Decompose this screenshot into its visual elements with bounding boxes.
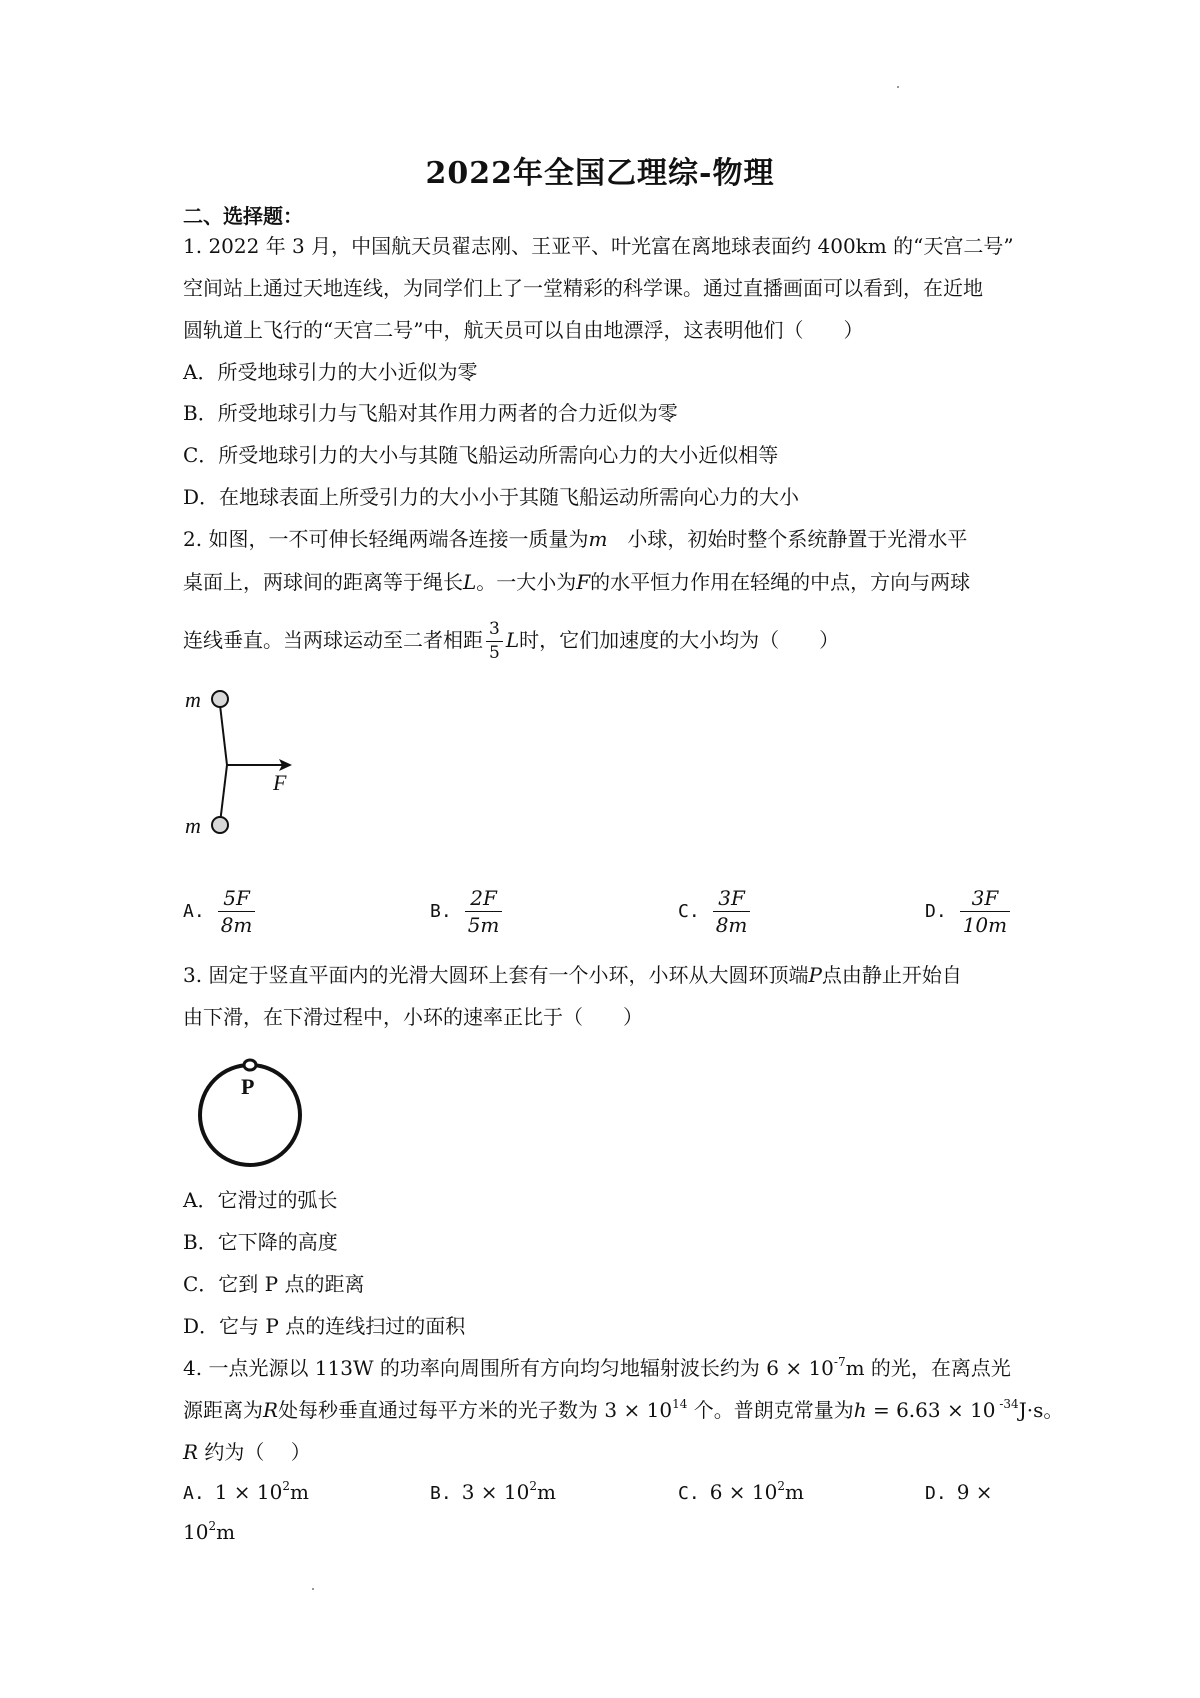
- q4-text: J·s。: [1018, 1398, 1064, 1422]
- option-letter: D.: [925, 901, 947, 922]
- point-symbol: P: [808, 963, 822, 987]
- q4-text: 个。普朗克常量为: [687, 1398, 854, 1422]
- exponent: 14: [672, 1397, 688, 1411]
- exponent: 2: [529, 1479, 537, 1493]
- option-value: 1 × 10: [214, 1480, 283, 1504]
- q2-text: 小球，初始时整个系统静置于光滑水平: [607, 527, 968, 551]
- q4-text: 约为（ ）: [198, 1440, 311, 1464]
- fraction-denominator: 8m: [220, 913, 253, 937]
- fraction-denominator: 5m: [467, 913, 500, 937]
- q2-text: 2. 如图，一不可伸长轻绳两端各连接一质量为: [183, 527, 589, 551]
- option-unit: m: [536, 1480, 556, 1504]
- q3-line-1: [183, 961, 962, 989]
- q2-option-a: [183, 888, 258, 935]
- option-letter: B.: [430, 901, 452, 922]
- q1-line-2: 空间站上通过天地连线，为同学们上了一堂精彩的科学课。通过直播画面可以看到，在近地: [183, 276, 983, 300]
- fraction-denominator: 8m: [715, 913, 748, 937]
- length-symbol: L: [505, 628, 520, 652]
- q2-text: 桌面上，两球间的距离等于绳长: [183, 570, 463, 594]
- option-fraction: [960, 888, 1010, 935]
- q2-line-2: [183, 568, 970, 596]
- exponent: -34: [995, 1397, 1019, 1411]
- q4-option-a: [183, 1480, 309, 1504]
- exponent: 2: [282, 1479, 290, 1493]
- q3-text: 点由静止开始自: [821, 963, 962, 987]
- option-fraction: [713, 888, 751, 935]
- q3-option-d: D．它与 P 点的连线扫过的面积: [183, 1314, 466, 1338]
- ball-bottom: [212, 817, 228, 833]
- option-value: 10: [183, 1520, 209, 1544]
- planck-symbol: h: [853, 1398, 867, 1422]
- q4-line-2: [183, 1396, 1063, 1424]
- option-letter: D.: [925, 1483, 947, 1504]
- fraction-three-fifths: [486, 621, 503, 662]
- q4-option-b: [430, 1480, 556, 1504]
- q2-text: 的水平恒力作用在轻绳的中点，方向与两球: [590, 570, 971, 594]
- option-unit: m: [784, 1480, 804, 1504]
- option-letter: C.: [678, 901, 700, 922]
- option-letter: A.: [183, 1483, 205, 1504]
- q4-text: 4. 一点光源以 113W 的功率向周围所有方向均匀地辐射波长约为 6 × 10: [183, 1356, 834, 1380]
- label-F: F: [273, 770, 287, 795]
- fraction-numerator: 3F: [960, 888, 1010, 912]
- fraction-numerator: 3F: [713, 888, 751, 912]
- ball-top: [212, 691, 228, 707]
- q4-option-d: [925, 1480, 993, 1504]
- fraction-denominator: 5: [489, 643, 500, 663]
- option-letter: B.: [430, 1483, 452, 1504]
- rope-balls-figure: [180, 685, 320, 835]
- distance-symbol: R: [263, 1398, 279, 1422]
- q2-line-3: [183, 614, 839, 666]
- option-unit: m: [289, 1480, 309, 1504]
- q3-option-b: B．它下降的高度: [183, 1230, 338, 1254]
- scan-speck: [897, 86, 899, 88]
- q1-line-3: 圆轨道上飞行的“天宫二号”中，航天员可以自由地漂浮，这表明他们（ ）: [183, 318, 864, 342]
- q4-line-3: [183, 1438, 311, 1466]
- q4-text: 处每秒垂直通过每平方米的光子数为 3 × 10: [278, 1398, 673, 1422]
- option-value: 3 × 10: [461, 1480, 530, 1504]
- q1-option-d: D．在地球表面上所受引力的大小小于其随飞船运动所需向心力的大小: [183, 485, 800, 509]
- fraction-denominator: 10m: [962, 913, 1008, 937]
- exponent: 2: [777, 1479, 785, 1493]
- q4-option-d-wrap: [183, 1520, 235, 1544]
- q2-text: 。一大小为: [476, 570, 577, 594]
- fraction-numerator: 2F: [465, 888, 503, 912]
- q1-option-a: A．所受地球引力的大小近似为零: [183, 360, 478, 384]
- rope-upper: [220, 705, 227, 765]
- q2-option-d: [925, 888, 1013, 935]
- fraction-numerator: 3: [486, 621, 503, 642]
- exponent: -7: [833, 1355, 846, 1369]
- q3-option-a: A．它滑过的弧长: [183, 1188, 338, 1212]
- scan-speck: [312, 1588, 314, 1590]
- q4-line-1: [183, 1354, 1011, 1382]
- fraction-numerator: 5F: [218, 888, 256, 912]
- q3-option-c: C．它到 P 点的距离: [183, 1272, 365, 1296]
- q2-text: 时，它们加速度的大小均为（ ）: [519, 628, 840, 652]
- mass-symbol: m: [588, 527, 608, 551]
- q3-line-2: 由下滑，在下滑过程中，小环的速率正比于（ ）: [183, 1005, 643, 1029]
- q2-option-c: [678, 888, 753, 935]
- option-fraction: [465, 888, 503, 935]
- option-value: 9 ×: [956, 1480, 993, 1504]
- q2-text: 连线垂直。当两球运动至二者相距: [183, 628, 483, 652]
- option-letter: C.: [678, 1483, 700, 1504]
- q1-line-1: 1. 2022 年 3 月，中国航天员翟志刚、王亚平、叶光富在离地球表面约 400km 的“天宫二号”: [183, 234, 1014, 258]
- rope-lower: [220, 765, 227, 823]
- section-heading: 二、选择题：: [183, 204, 303, 228]
- force-symbol: F: [576, 570, 591, 594]
- q4-text: = 6.63 × 10: [866, 1398, 996, 1422]
- q3-text: 3. 固定于竖直平面内的光滑大圆环上套有一个小环，小环从大圆环顶端: [183, 963, 809, 987]
- q4-option-c: [678, 1480, 804, 1504]
- label-P: P: [241, 1074, 255, 1099]
- q4-text: 源距离为: [183, 1398, 263, 1422]
- label-m-top: m: [185, 687, 201, 712]
- q1-option-c: C．所受地球引力的大小与其随飞船运动所需向心力的大小近似相等: [183, 443, 779, 467]
- length-symbol: L: [463, 570, 477, 594]
- ring-figure: [190, 1048, 310, 1173]
- q1-option-b: B．所受地球引力与飞船对其作用力两者的合力近似为零: [183, 401, 678, 425]
- exponent: 2: [208, 1519, 217, 1533]
- option-unit: m: [216, 1520, 236, 1544]
- option-value: 6 × 10: [709, 1480, 778, 1504]
- q2-line-1: [183, 525, 967, 553]
- distance-symbol: R: [183, 1440, 199, 1464]
- option-letter: A.: [183, 901, 205, 922]
- small-ring: [244, 1060, 256, 1070]
- q2-option-b: [430, 888, 505, 935]
- option-fraction: [218, 888, 256, 935]
- q4-text: m 的光，在离点光: [845, 1356, 1011, 1380]
- page-title: 2022年全国乙理综-物理: [425, 156, 775, 191]
- label-m-bottom: m: [185, 813, 201, 835]
